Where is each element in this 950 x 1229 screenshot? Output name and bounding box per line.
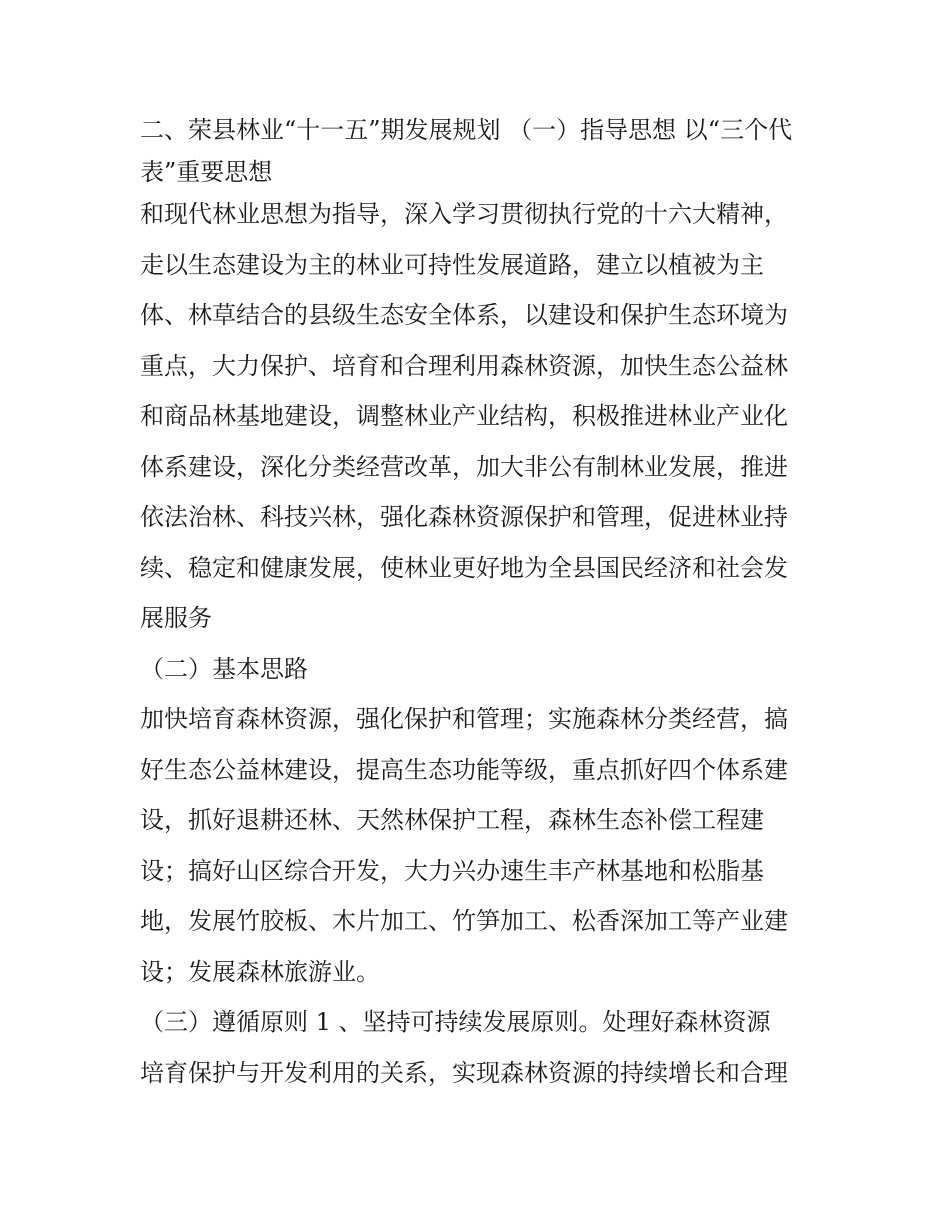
section-heading: （三）遵循原则 1 、坚持可持续发展原则。处理好森林资源 — [140, 1008, 771, 1036]
body-line: 设；搞好山区综合开发，大力兴办速生丰产林基地和松脂基 — [140, 856, 764, 885]
body-line: 体、林草结合的县级生态安全体系，以建设和保护生态环境为 — [140, 301, 788, 329]
body-line: 培育保护与开发利用的关系，实现森林资源的持续增长和合理 — [140, 1058, 788, 1087]
body-line: 展服务 — [140, 604, 212, 632]
body-line: 依法治林、科技兴林，强化森林资源保护和管理，促进林业持 — [140, 503, 788, 531]
body-line: 体系建设，深化分类经营改革，加大非公有制林业发展，推进 — [140, 452, 788, 481]
body-line: 重点，大力保护、培育和合理利用森林资源，加快生态公益林 — [140, 351, 788, 380]
heading-line: 二、荣县林业“十一五”期发展规划 （一）指导思想 以“三个代 — [140, 116, 793, 144]
body-line: 加快培育森林资源，强化保护和管理；实施森林分类经营，搞 — [140, 705, 788, 733]
body-line: 地，发展竹胶板、木片加工、竹笋加工、松香深加工等产业建 — [140, 907, 788, 935]
body-line: 续、稳定和健康发展，使林业更好地为全县国民经济和社会发 — [140, 553, 788, 582]
document-body — [140, 105, 820, 1098]
body-line: 和商品林基地建设，调整林业产业结构，积极推进林业产业化 — [140, 402, 788, 430]
body-line: 和现代林业思想为指导，深入学习贯彻执行党的十六大精神， — [140, 200, 788, 228]
body-line: 走以生态建设为主的林业可持性发展道路，建立以植被为主 — [140, 250, 764, 279]
heading-line-continued: 表”重要思想 — [140, 158, 273, 186]
body-line: 设，抓好退耕还林、天然林保护工程，森林生态补偿工程建 — [140, 806, 764, 834]
body-line: 设；发展森林旅游业。 — [140, 957, 380, 986]
body-line: 好生态公益林建设，提高生态功能等级，重点抓好四个体系建 — [140, 755, 788, 784]
section-heading: （二）基本思路 — [140, 654, 308, 683]
